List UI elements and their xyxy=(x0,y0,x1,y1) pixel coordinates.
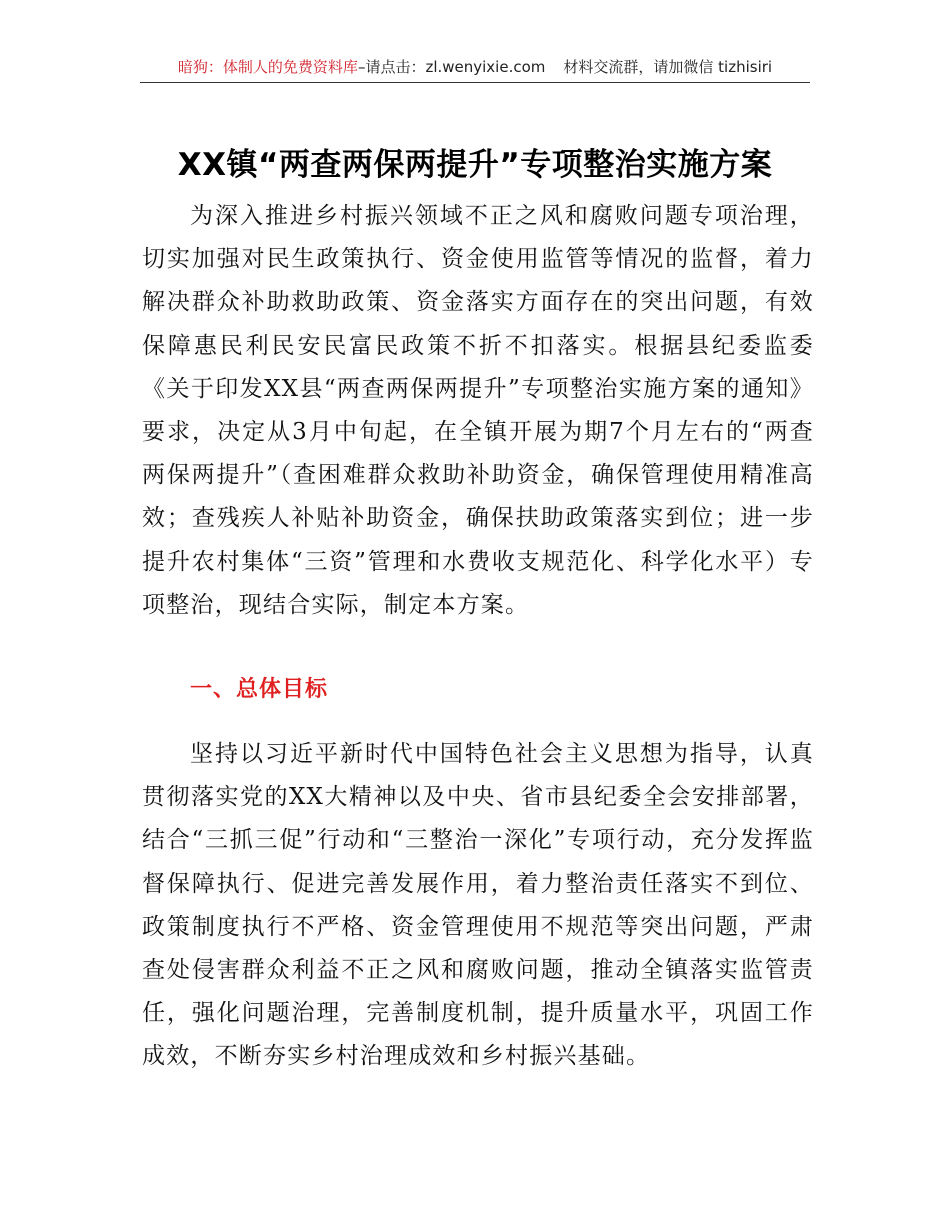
section-body-overall-goal: 坚持以习近平新时代中国特色社会主义思想为指导，认真贯彻落实党的XX大精神以及中央、省市县纪委全会安排部署，结合“三抓三促”行动和“三整治一深化”专项行动，充分发挥监督保障执行、促进完善发展作用，着力整治责任落实不到位、政策制度执行不严格、资金管理使用不规范等突出问题，严肃查处侵害群众利益不正之风和腐败问题，推动全镇落实监管责任，强化问题治理，完善制度机制，提升质量水平，巩固工作成效，不断夯实乡村治理成效和乡村振兴基础。 xyxy=(142,741,814,1070)
header-click-prefix: –请点击： xyxy=(357,58,426,76)
document-title: XX镇“两查两保两提升”专项整治实施方案 xyxy=(177,147,773,183)
header-url-link[interactable]: zl.wenyixie.com xyxy=(425,58,546,76)
header-lead-text: 暗狗：体制人的免费资料库 xyxy=(177,58,358,76)
section-heading-overall-goal: 一、总体目标 xyxy=(190,677,329,702)
intro-paragraph: 为深入推进乡村振兴领域不正之风和腐败问题专项治理，切实加强对民生政策执行、资金使用监管等情况的监督，着力解决群众补助救助政策、资金落实方面存在的突出问题，有效保障惠民利民安民富民政策不折不扣落实。根据县纪委监委《关于印发XX县“两查两保两提升”专项整治实施方案的通知》要求，决定从3月中旬起，在全镇开展为期7个月左右的“两查两保两提升”（查困难群众救助补助资金，确保管理使用精准高效；查残疾人补贴补助资金，确保扶助政策落实到位；进一步提升农村集体“三资”管理和水费收支规范化、科学化水平）专项整治，现结合实际，制定本方案。 xyxy=(142,203,814,618)
header-contact-text: 材料交流群，请加微信 tizhisiri xyxy=(563,58,773,76)
page-header-banner xyxy=(140,56,810,83)
